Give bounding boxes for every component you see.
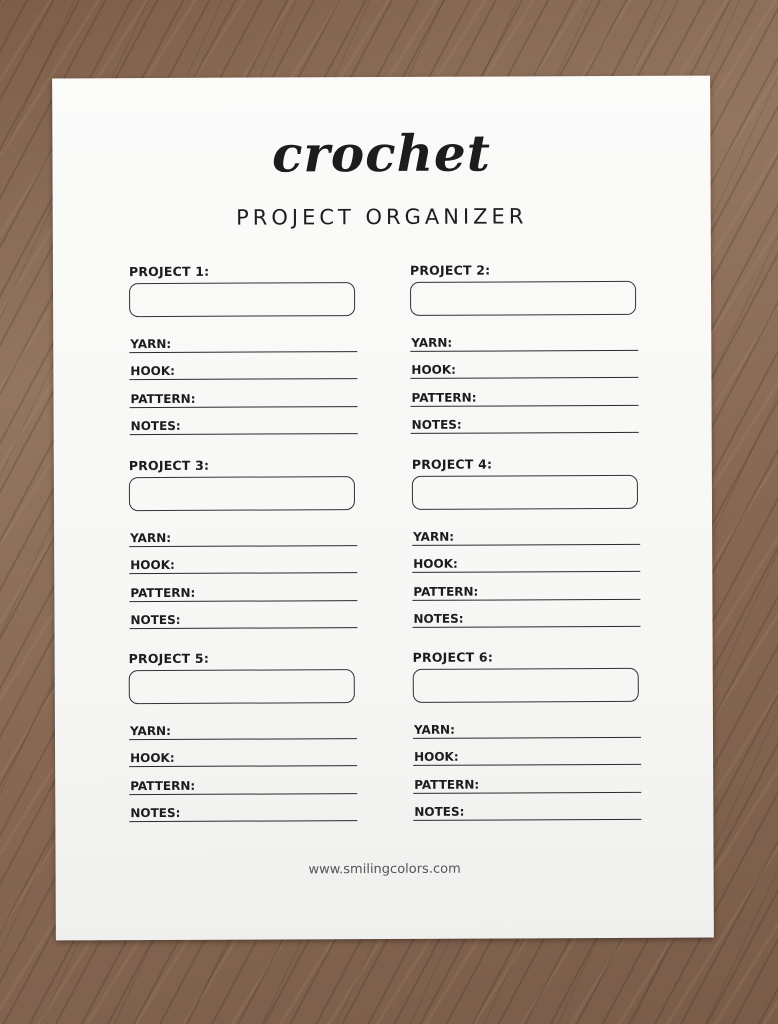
project-name-box — [129, 282, 355, 317]
yarn-label: YARN: — [411, 335, 453, 350]
project-label: PROJECT 6: — [412, 649, 494, 665]
hook-label: HOOK: — [130, 557, 175, 573]
pattern-line — [129, 379, 357, 407]
yarn-label: YARN: — [413, 722, 455, 737]
yarn-line — [129, 518, 357, 546]
pattern-label: PATTERN: — [130, 391, 196, 406]
notes-label: NOTES: — [413, 611, 464, 626]
project-label: PROJECT 1: — [128, 263, 210, 280]
website-footer: www.smilingcolors.com — [308, 861, 461, 878]
pattern-label: PATTERN: — [414, 777, 480, 792]
hook-label: HOOK: — [413, 556, 458, 571]
pattern-label: PATTERN: — [413, 584, 479, 599]
project-name-box — [410, 281, 636, 316]
pattern-line — [412, 572, 640, 600]
project-card-6 — [413, 649, 642, 821]
project-label: PROJECT 3: — [128, 457, 210, 474]
project-card-5 — [129, 650, 358, 822]
hook-line — [410, 350, 638, 378]
hook-label: HOOK: — [130, 363, 175, 379]
yarn-label: YARN: — [130, 336, 172, 351]
hook-line — [129, 739, 357, 767]
notes-line — [129, 601, 357, 629]
project-name-box — [412, 475, 638, 510]
hook-label: HOOK: — [414, 749, 459, 764]
yarn-line — [413, 710, 641, 738]
project-card-4 — [412, 456, 641, 628]
title-script: crochet — [271, 123, 492, 184]
notes-line — [130, 407, 358, 435]
hook-line — [413, 737, 641, 765]
project-name-box — [413, 668, 639, 703]
pattern-label: PATTERN: — [130, 585, 196, 600]
pattern-line — [410, 378, 638, 406]
notes-line — [129, 794, 357, 822]
yarn-line — [410, 323, 638, 351]
printed-worksheet — [52, 76, 714, 941]
project-card-2 — [410, 262, 639, 434]
project-card-3 — [129, 457, 358, 629]
yarn-label: YARN: — [413, 529, 455, 544]
notes-label: NOTES: — [414, 804, 465, 819]
project-card-1 — [129, 263, 358, 435]
hook-line — [412, 544, 640, 572]
title-subtitle: PROJECT ORGANIZER — [236, 204, 528, 230]
yarn-label: YARN: — [129, 723, 171, 738]
yarn-line — [129, 711, 357, 739]
yarn-line — [412, 517, 640, 545]
project-name-box — [129, 669, 355, 704]
hook-line — [129, 352, 357, 380]
notes-label: NOTES: — [411, 417, 462, 432]
project-label: PROJECT 5: — [128, 650, 210, 667]
notes-line — [412, 599, 640, 627]
pattern-line — [413, 765, 641, 793]
pattern-line — [129, 766, 357, 794]
yarn-line — [129, 324, 357, 352]
yarn-label: YARN: — [130, 530, 172, 545]
pattern-line — [129, 573, 357, 601]
project-label: PROJECT 4: — [411, 456, 493, 472]
hook-label: HOOK: — [411, 362, 456, 377]
project-label: PROJECT 2: — [409, 262, 491, 278]
notes-label: NOTES: — [130, 805, 181, 821]
pattern-label: PATTERN: — [130, 778, 196, 793]
notes-line — [411, 405, 639, 433]
project-name-box — [129, 476, 355, 511]
pattern-label: PATTERN: — [411, 390, 477, 405]
notes-label: NOTES: — [130, 418, 181, 434]
notes-line — [413, 792, 641, 820]
hook-label: HOOK: — [130, 750, 175, 766]
notes-label: NOTES: — [130, 612, 181, 628]
hook-line — [129, 546, 357, 574]
